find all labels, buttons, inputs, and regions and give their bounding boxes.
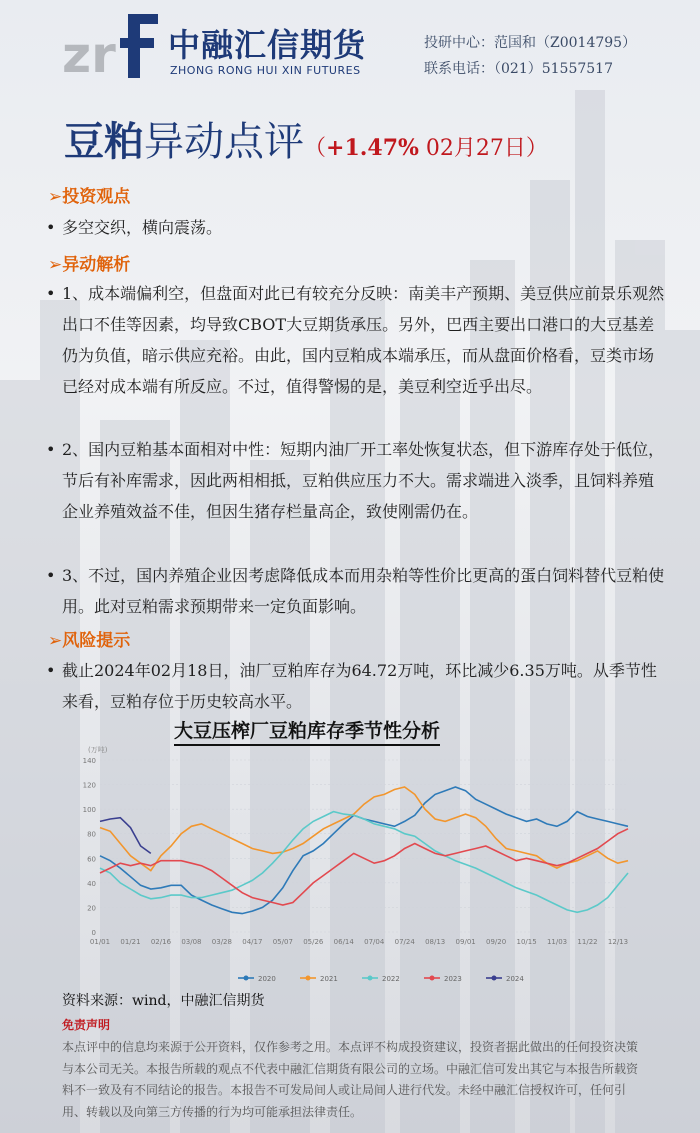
x-tick-label: 09/01: [455, 938, 476, 946]
analyst-line: 投研中心：范国和（Z0014795）: [424, 35, 637, 51]
y-tick-label: 20: [87, 904, 96, 913]
x-tick-label: 05/07: [272, 938, 293, 946]
legend-marker-2023: [430, 976, 435, 981]
title-open-paren: （: [304, 136, 327, 161]
arrow-icon: ➢: [48, 631, 63, 651]
y-tick-label: 120: [82, 781, 96, 790]
title-commodity: 豆粕: [64, 118, 144, 165]
legend-label-2024: 2024: [506, 975, 524, 983]
x-tick-label: 06/14: [333, 938, 354, 946]
x-tick-label: 03/28: [211, 938, 232, 946]
x-tick-label: 07/24: [394, 938, 415, 946]
svg-text:zr: zr: [62, 26, 116, 80]
x-tick-label: 08/13: [425, 938, 446, 946]
x-tick-label: 02/16: [150, 938, 172, 946]
analysis-text-1: 1、成本端偏利空，但盘面对此已有较充分反映：南美丰产预期、美豆供应前景乐观然出口不佳等因素，均导致CBOT大豆期货承压。另外，巴西主要出口港口的大豆基差仍为负值，暗示供应充裕。由此，国内豆粕成本端承压，而从盘面价格看，豆类市场已经对成本端有所反应。不过，值得警惕的是，美豆利空近乎出尽。: [62, 284, 665, 396]
contact-info: [424, 30, 636, 82]
x-tick-label: 05/26: [303, 938, 324, 946]
x-tick-label: 11/03: [546, 938, 568, 946]
title-type: 异动点评: [144, 119, 304, 165]
analysis-text-3: 3、不过，国内养殖企业因考虑降低成本而用杂粕等性价比更高的蛋白饲料替代豆粕使用。此对豆粕需求预期带来一定负面影响。: [62, 566, 665, 616]
x-tick-label: 01/01: [89, 938, 111, 946]
x-tick-label: 04/17: [242, 938, 263, 946]
y-tick-label: 40: [87, 879, 96, 888]
x-tick-label: 07/04: [364, 938, 385, 946]
legend-marker-2021: [306, 976, 311, 981]
series-line-2022: [100, 812, 628, 913]
disclaimer-text: 本点评中的信息均来源于公开资料，仅作参考之用。本点评不构成投资建议，投资者据此做出的任何投资决策与本公司无关。本报告所载的观点不代表中融汇信期货有限公司的立场。中融汇信可发出其它与本报告所载资料不一致及有不同结论的报告。本报告不可发局间人或让局间人进行代发。未经中融汇信授权许可，任何引用、转载以及向第三方传播的行为均可能承担法律责任。: [62, 1040, 639, 1119]
x-tick-label: 03/08: [181, 938, 202, 946]
legend-label-2020: 2020: [258, 975, 276, 983]
x-tick-label: 01/21: [120, 938, 141, 946]
bullet-icon: •: [46, 218, 56, 237]
title-date: 02月27日）: [418, 136, 548, 161]
analysis-item-1: [46, 278, 668, 402]
legend-label-2021: 2021: [320, 975, 338, 983]
risk-text: 截止2024年02月18日，油厂豆粕库存为64.72万吨，环比减少6.35万吨。从季节性来看，豆粕存位于历史较高水平。: [62, 661, 657, 711]
bullet-icon: •: [46, 661, 56, 680]
bullet-icon: •: [46, 566, 56, 585]
bullet-icon: •: [46, 440, 56, 459]
y-axis-unit-label: (万吨): [88, 746, 108, 754]
series-line-2023: [100, 829, 628, 905]
y-tick-label: 60: [87, 855, 96, 864]
section-risk-heading: ➢风险提示: [48, 631, 131, 651]
page-title: [64, 110, 548, 167]
section-view-heading: ➢投资观点: [48, 187, 131, 207]
legend-marker-2024: [492, 976, 497, 981]
arrow-icon: ➢: [48, 255, 63, 275]
y-tick-label: 140: [82, 757, 96, 765]
legend-label-2023: 2023: [444, 975, 462, 983]
x-tick-label: 10/15: [516, 938, 537, 946]
phone-line: 联系电话：（021）51557517: [424, 61, 613, 77]
series-line-2024: [100, 818, 151, 854]
logo-english-name: ZHONG RONG HUI XIN FUTURES: [170, 64, 361, 77]
legend-marker-2020: [244, 976, 249, 981]
legend-label-2022: 2022: [382, 975, 400, 983]
view-paragraph: [46, 212, 668, 243]
x-tick-label: 11/22: [577, 938, 598, 946]
company-logo: [62, 10, 160, 80]
analysis-text-2: 2、国内豆粕基本面相对中性：短期内油厂开工率处恢复状态，但下游库存处于低位，节后有补库需求，因此两相相抵，豆粕供应压力不大。需求端进入淡季，且饲料养殖企业养殖效益不佳，但因生猪存栏量高企，致使刚需仍在。: [62, 440, 665, 521]
bullet-icon: •: [46, 284, 56, 303]
x-tick-label: 12/13: [607, 938, 629, 946]
analysis-item-2: [46, 434, 668, 527]
section-analysis-heading: ➢异动解析: [48, 255, 131, 275]
y-tick-label: 0: [91, 929, 96, 937]
analysis-item-3: [46, 560, 668, 622]
y-tick-label: 100: [82, 806, 96, 815]
logo-chinese-name: 中融汇信期货: [168, 26, 367, 64]
x-tick-label: 09/20: [486, 938, 507, 946]
inventory-seasonal-chart: [78, 742, 638, 988]
view-text: 多空交织，横向震荡。: [62, 218, 223, 237]
y-tick-label: 80: [87, 830, 96, 839]
arrow-icon: ➢: [48, 187, 63, 207]
risk-paragraph: [46, 655, 668, 717]
legend-marker-2022: [368, 976, 373, 981]
title-change: +1.47%: [326, 135, 419, 161]
data-source: 资料来源：wind，中融汇信期货: [62, 993, 265, 1009]
disclaimer-title: 免责声明: [62, 1018, 111, 1032]
chart-title: 大豆压榨厂豆粕库存季节性分析: [174, 716, 440, 746]
